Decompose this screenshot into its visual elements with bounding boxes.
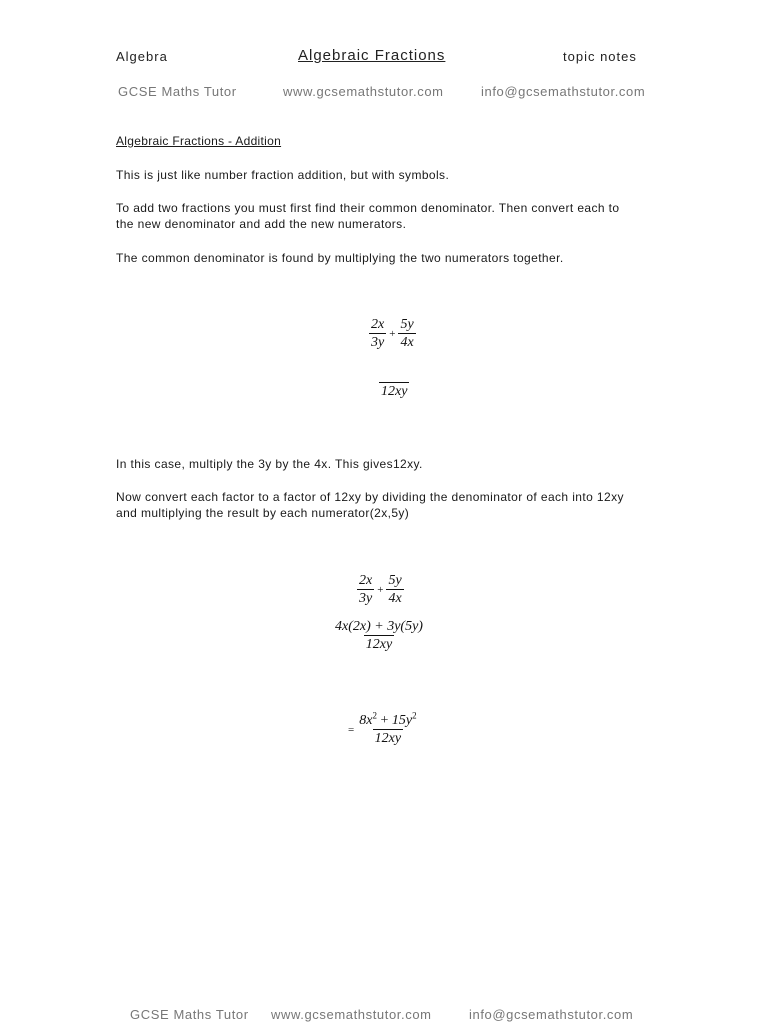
paragraph-method-line2: the new denominator and add the new numerators. xyxy=(116,217,407,231)
paragraph-convert-line1: Now convert each factor to a factor of 12xy by dividing the denominator of each into 12xy xyxy=(116,490,624,504)
footer-website[interactable]: www.gcsemathstutor.com xyxy=(271,1007,432,1022)
paragraph-common-denominator: The common denominator is found by multiplying the two numerators together. xyxy=(116,251,564,265)
equation-2-sum xyxy=(357,572,404,607)
equation-2-f1-denominator: 3y xyxy=(359,591,373,606)
equation-2-f1-numerator: 2x xyxy=(359,573,373,588)
equation-3-term-a-exponent: 2 xyxy=(372,710,377,721)
equation-1-fraction-1 xyxy=(369,316,386,351)
equation-2-f2-numerator: 5y xyxy=(388,573,402,588)
paragraph-method-line1: To add two fractions you must first find their common denominator. Then convert each to xyxy=(116,201,620,215)
subheader-website[interactable]: www.gcsemathstutor.com xyxy=(283,84,444,99)
equation-1-common-denominator xyxy=(379,378,409,400)
subheader-brand: GCSE Maths Tutor xyxy=(118,84,237,99)
equation-1-f2-numerator: 5y xyxy=(400,317,414,332)
equation-3-equals: = xyxy=(348,723,355,736)
paragraph-intro: This is just like number fraction addition, but with symbols. xyxy=(116,168,450,182)
footer-brand: GCSE Maths Tutor xyxy=(130,1007,249,1022)
page-title: Algebraic Fractions xyxy=(298,47,446,64)
equation-1-fraction-2 xyxy=(398,316,415,351)
equation-3-term-a: 8x xyxy=(359,713,373,728)
equation-2-fraction-2 xyxy=(386,572,403,607)
header-topic: Algebra xyxy=(116,49,168,64)
header-type: topic notes xyxy=(563,49,637,64)
equation-2-f2-denominator: 4x xyxy=(388,591,402,606)
equation-1-denominator-12xy: 12xy xyxy=(381,384,408,399)
equation-1-f1-numerator: 2x xyxy=(371,317,385,332)
equation-1-f1-denominator: 3y xyxy=(371,335,385,350)
equation-3-term-b: 15y xyxy=(391,713,413,728)
equation-2-plus: + xyxy=(377,583,384,596)
equation-1-sum xyxy=(369,316,416,351)
paragraph-case-explanation: In this case, multiply the 3y by the 4x. This gives12xy. xyxy=(116,457,423,471)
section-title: Algebraic Fractions - Addition xyxy=(116,134,282,148)
paragraph-convert-line2: and multiplying the result by each numerator(2x,5y) xyxy=(116,506,410,520)
equation-1-f2-denominator: 4x xyxy=(400,335,414,350)
equation-3-term-b-exponent: 2 xyxy=(412,710,417,721)
equation-2-combined xyxy=(333,618,425,653)
equation-2-combined-denominator: 12xy xyxy=(365,637,393,652)
equation-3-result xyxy=(345,712,419,747)
subheader-email[interactable]: info@gcsemathstutor.com xyxy=(481,84,646,99)
equation-3-plus: + xyxy=(380,713,389,728)
equation-2-fraction-1 xyxy=(357,572,374,607)
equation-2-combined-numerator: 4x(2x) + 3y(5y) xyxy=(335,619,423,634)
equation-3-denominator: 12xy xyxy=(374,731,402,746)
footer-email[interactable]: info@gcsemathstutor.com xyxy=(469,1007,634,1022)
equation-1-plus: + xyxy=(389,327,396,340)
